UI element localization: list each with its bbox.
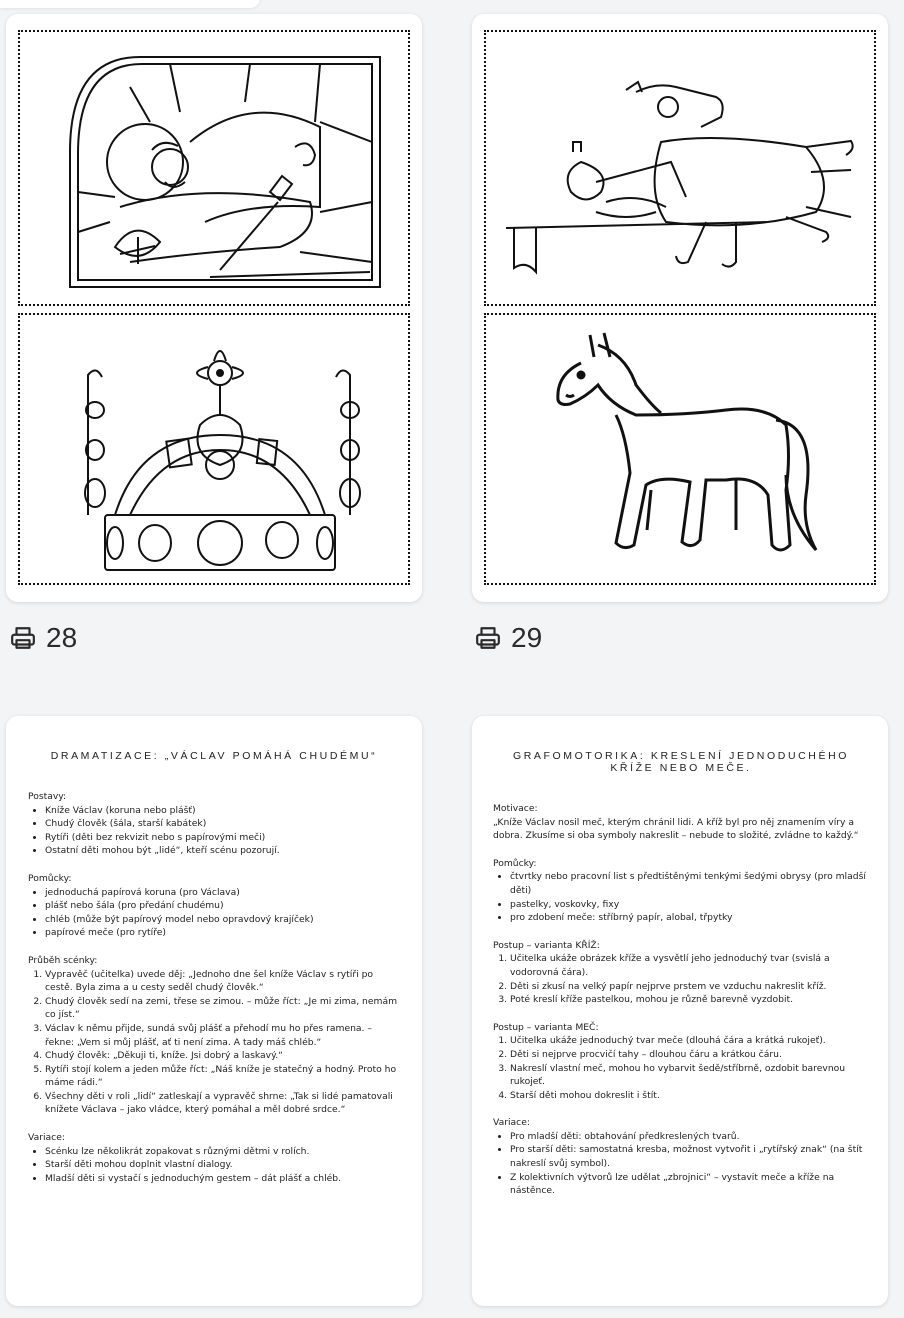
page-number-29: 29 bbox=[511, 622, 543, 653]
list-item: • pastelky, voskovky, fixy bbox=[510, 898, 869, 912]
coloring-panel-horse bbox=[484, 313, 876, 585]
printer-icon bbox=[475, 625, 501, 651]
top-tab bbox=[0, 0, 260, 8]
activity-card-dramatizace[interactable] bbox=[6, 716, 422, 1306]
list-item: • jednoduchá papírová koruna (pro Václava) bbox=[45, 886, 400, 900]
list-postavy bbox=[28, 804, 400, 858]
list-item: 6. Všechny děti v roli „lidí“ zatleskají a vypravěč shrne: „Tak si lidé pamatovali knížete Václava – jako vládce, který pomáhal a měl dobré srdce.“ bbox=[45, 1090, 400, 1117]
list-item: 4. Starší děti mohou dokreslit i štít. bbox=[510, 1089, 869, 1103]
coloring-card-29[interactable] bbox=[472, 14, 888, 602]
section-label-variace: Variace: bbox=[28, 1132, 65, 1144]
list-variace bbox=[493, 1130, 869, 1198]
list-item: • Rytíři (děti bez rekvizit nebo s papírovými meči) bbox=[45, 831, 400, 845]
list-item: 3. Poté kreslí kříže pastelkou, mohou je různě barevně vyzdobit. bbox=[510, 993, 869, 1007]
list-item: • pro zdobení meče: stříbrný papír, alobal, třpytky bbox=[510, 911, 869, 925]
print-page-28[interactable] bbox=[10, 622, 77, 654]
list-item: • čtvrtky nebo pracovní list s předtištěnými tenkými šedými obrysy (pro mladší děti) bbox=[510, 870, 869, 897]
list-item: 3. Nakreslí vlastní meč, mohou ho vybarvit šedě/stříbrně, ozdobit barevnou rukojeť. bbox=[510, 1062, 869, 1089]
section-label-mec: Postup – varianta MEČ: bbox=[493, 1021, 599, 1033]
knight-on-horse-image bbox=[486, 32, 874, 304]
list-item: • Mladší děti si vystačí s jednoduchým gestem – dát plášť a chléb. bbox=[45, 1172, 400, 1186]
list-mec bbox=[493, 1034, 869, 1102]
list-item: • Starší děti mohou doplnit vlastní dialogy. bbox=[45, 1158, 400, 1172]
list-kriz bbox=[493, 952, 869, 1006]
list-variace bbox=[28, 1145, 400, 1186]
crown-image bbox=[20, 315, 408, 583]
doc-title: GRAFOMOTORIKA: KRESLENÍ JEDNODUCHÉHO KŘÍŽE NEBO MEČE. bbox=[512, 750, 850, 774]
list-item: • Scénku lze několikrát zopakovat s různými dětmi v rolích. bbox=[45, 1145, 400, 1159]
list-item: • Chudý člověk (šála, starší kabátek) bbox=[45, 817, 400, 831]
list-item: 1. Vypravěč (učitelka) uvede děj: „Jednoho dne šel kníže Václav s rytíři po cestě. Byla zima a u cesty seděl chudý člověk.“ bbox=[45, 968, 400, 995]
doc-grafomotorika bbox=[493, 750, 869, 1212]
doc-dramatizace bbox=[28, 750, 400, 1199]
list-item: 4. Chudý člověk: „Děkuji ti, kníže. Jsi dobrý a laskavý.“ bbox=[45, 1049, 400, 1063]
list-item: 1. Učitelka ukáže jednoduchý tvar meče (dlouhá čára a krátká rukojeť). bbox=[510, 1034, 869, 1048]
list-item: 1. Učitelka ukáže obrázek kříže a vysvětlí jeho jednoduchý tvar (svislá a vodorovná čára). bbox=[510, 952, 869, 979]
activity-card-grafomotorika[interactable] bbox=[472, 716, 888, 1306]
coloring-panel-crown bbox=[18, 313, 410, 585]
list-item: • chléb (může být papírový model nebo opravdový krajíček) bbox=[45, 913, 400, 927]
list-item: • Pro starší děti: samostatná kresba, možnost vytvořit i „rytířský znak“ (na štít nakreslí svůj symbol). bbox=[510, 1143, 869, 1170]
motivace-text: „Kníže Václav nosil meč, kterým chránil lidi. A kříž byl pro něj znamením víry a dobra. Zkusíme si oba symboly nakreslit – nebude to složité, zvládne to každý.“ bbox=[493, 816, 859, 842]
list-item: • papírové meče (pro rytíře) bbox=[45, 926, 400, 940]
list-item: 3. Václav k němu přijde, sundá svůj plášť a přehodí mu ho přes ramena. – řekne: „Vem si můj plášť, ať ti není zima. A tady máš chléb.“ bbox=[45, 1022, 400, 1049]
coloring-card-28[interactable] bbox=[6, 14, 422, 602]
section-label-prubeh: Průběh scénky: bbox=[28, 954, 98, 966]
page-number-28: 28 bbox=[46, 622, 78, 653]
horse-image bbox=[486, 315, 874, 583]
section-label-pomucky: Pomůcky: bbox=[493, 857, 537, 869]
section-label-kriz: Postup – varianta KŘÍŽ: bbox=[493, 939, 600, 951]
section-label-pomucky: Pomůcky: bbox=[28, 872, 72, 884]
section-label-motivace: Motivace: bbox=[493, 803, 538, 814]
print-page-29[interactable] bbox=[475, 622, 542, 654]
doc-title: DRAMATIZACE: „VÁCLAV POMÁHÁ CHUDÉMU“ bbox=[50, 750, 378, 762]
list-pomucky bbox=[493, 870, 869, 924]
list-item: • Z kolektivních výtvorů lze udělat „zbrojnici“ – vystavit meče a kříže na nástěnce. bbox=[510, 1171, 869, 1198]
list-item: 2. Chudý člověk sedí na zemi, třese se zimou. – může říct: „Je mi zima, nemám co jíst.“ bbox=[45, 995, 400, 1022]
list-item: • Pro mladší děti: obtahování předkreslených tvarů. bbox=[510, 1130, 869, 1144]
list-prubeh bbox=[28, 968, 400, 1118]
coloring-panel-stained-glass bbox=[18, 30, 410, 306]
list-item: 2. Děti si zkusí na velký papír nejprve prstem ve vzduchu nakreslit kříž. bbox=[510, 980, 869, 994]
section-label-variace: Variace: bbox=[493, 1117, 530, 1129]
list-item: • plášť nebo šála (pro předání chudému) bbox=[45, 899, 400, 913]
coloring-panel-knight bbox=[484, 30, 876, 306]
section-label-postavy: Postavy: bbox=[28, 791, 67, 802]
list-item: • Kníže Václav (koruna nebo plášť) bbox=[45, 804, 400, 818]
printer-icon bbox=[10, 625, 36, 651]
list-item: 2. Děti si nejprve procvičí tahy – dlouhou čáru a krátkou čáru. bbox=[510, 1048, 869, 1062]
list-item: • Ostatní děti mohou být „lidé“, kteří scénu pozorují. bbox=[45, 844, 400, 858]
list-item: 5. Rytíři stojí kolem a jeden může říct: „Náš kníže je statečný a hodný. Proto ho máme rádi.“ bbox=[45, 1063, 400, 1090]
stained-glass-saint-image bbox=[20, 32, 408, 304]
list-pomucky bbox=[28, 886, 400, 940]
